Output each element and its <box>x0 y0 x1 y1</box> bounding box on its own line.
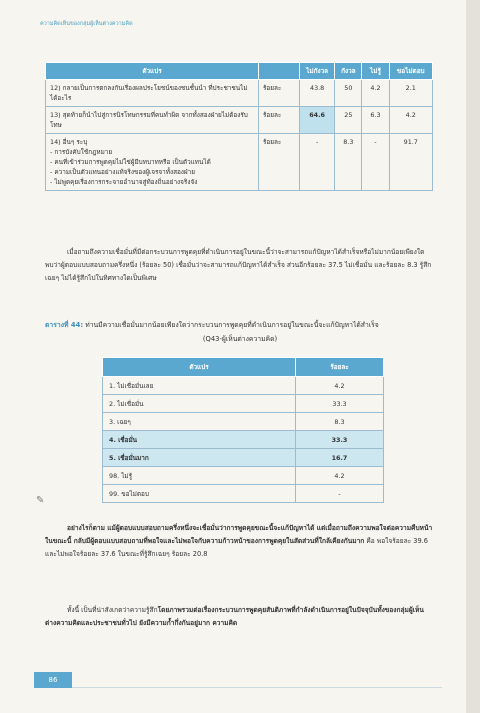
col-header-percent: ร้อยละ <box>296 358 384 377</box>
cell-unit: ร้อยละ <box>259 80 300 107</box>
survey-table-continued <box>45 62 433 191</box>
table-row <box>103 431 384 449</box>
cell-percent: 8.3 <box>296 413 384 431</box>
cell-percent: - <box>296 485 384 503</box>
col-header-worried: กังวล <box>335 63 362 80</box>
cell-label: 4. เชื่อมั่น <box>103 431 296 449</box>
col-header-no-answer: ขอไม่ตอบ <box>389 63 432 80</box>
cell-variable: 14) อื่นๆ ระบุ - การบังคับใช้กฎหมาย - คนที่เข้าร่วมการพูดคุยไม่ใช่ผู้มีบทบาทหรือ เป็นตัวแทนได้ - ความเป็นตัวแทนอย่างแท้จริงของผู้เจรจาทั้งสองฝ่าย - ไม่พูดคุยเรื่องการกระจายอำนาจสู่ท้องถิ่นอย่างจริงจัง <box>46 134 259 191</box>
col-header-variable: ตัวแปร <box>46 63 259 80</box>
cell-label: 1. ไม่เชื่อมั่นเลย <box>103 377 296 395</box>
cell-percent: 33.3 <box>296 395 384 413</box>
cell-label: 2. ไม่เชื่อมั่น <box>103 395 296 413</box>
table-row <box>103 413 384 431</box>
cell-not-worried: 43.8 <box>300 80 335 107</box>
paragraph-satisfaction <box>45 522 435 561</box>
cell-percent: 4.2 <box>296 377 384 395</box>
cell-no-answer: 4.2 <box>389 107 432 134</box>
table-row <box>103 377 384 395</box>
cell-no-answer: 91.7 <box>389 134 432 191</box>
cell-worried: 25 <box>335 107 362 134</box>
table-row <box>103 485 384 503</box>
confidence-table <box>102 357 384 503</box>
col-header-unknown: ไม่รู้ <box>362 63 389 80</box>
running-header: ความคิดเห็นของกลุ่มผู้เห็นต่างความคิด <box>40 21 133 27</box>
cell-variable: 13) สุดท้ายก็นำไปสู่การนิรโทษกรรมที่คนทำผิด จากทั้งสองฝ่ายไม่ต้องรับโทษ <box>46 107 259 134</box>
table-caption <box>45 318 435 346</box>
col-header-not-worried: ไม่กังวล <box>300 63 335 80</box>
cell-label: 99. ขอไม่ตอบ <box>103 485 296 503</box>
paragraph-observation-bold: โดยภาพรวมต่อเรื่องกระบวนการพูดคุยสันติภาพที่กำลังดำเนินการอยู่ในปัจจุบันทั้งของกลุ่มผู้เห็นต่างความคิดและประชาชนทั่วไป ยังมีความก้ำกึ่งกันอยู่มาก ความคิด <box>45 606 424 627</box>
cell-label: 5. เชื่อมั่นมาก <box>103 449 296 467</box>
page-edge <box>466 0 480 713</box>
table-row <box>46 134 433 191</box>
col-header-unit <box>259 63 300 80</box>
paragraph-satisfaction-bold: อย่างไรก็ตาม แม้ผู้ตอบแบบสอบถามครึ่งหนึ่งจะเชื่อมั่นว่าการพูดคุยขณะนี้จะแก้ปัญหาได้ แต่เมื่อถามถึงความพอใจต่อความคืบหน้าในขณะนี้ กลับมีผู้ตอบแบบสอบถามที่พอใจและไม่พอใจกับความก้าวหน้าของการพูดคุยในสัดส่วนที่ใกล้เคียงกันมาก <box>45 524 433 545</box>
page-number: 86 <box>34 672 72 688</box>
paragraph-observation <box>45 604 435 630</box>
cell-unknown: - <box>362 134 389 191</box>
caption-sub: (Q43-ผู้เห็นต่างความคิด) <box>202 335 278 343</box>
table-row <box>103 449 384 467</box>
caption-text: ท่านมีความเชื่อมั่นมากน้อยเพียงใดว่ากระบวนการพูดคุยที่ดำเนินการอยู่ในขณะนี้จะแก้ปัญหาได้สำเร็จ <box>85 321 379 329</box>
paragraph-satisfaction-rest: คือ พอใจร้อยละ 39.6 และไม่พอใจร้อยละ 37.6 ในขณะที่รู้สึกเฉยๆ ร้อยละ 20.8 <box>45 537 428 558</box>
cell-not-worried: 64.6 <box>300 107 335 134</box>
table-row <box>103 467 384 485</box>
cell-worried: 8.3 <box>335 134 362 191</box>
table-row <box>46 107 433 134</box>
margin-handwriting-mark: ✎ <box>36 495 45 506</box>
cell-unknown: 6.3 <box>362 107 389 134</box>
cell-percent: 16.7 <box>296 449 384 467</box>
caption-label: ตารางที่ 44: <box>45 321 84 329</box>
cell-unknown: 4.2 <box>362 80 389 107</box>
col-header-variable: ตัวแปร <box>103 358 296 377</box>
paragraph-observation-start: ทั้งนี้ เป็นที่น่าสังเกตว่าความรู้สึก <box>67 606 158 614</box>
cell-variable: 12) กลายเป็นการตกลงกันเรื่องผลประโยชน์ของชนชั้นนำ ที่ประชาชนไม่ได้อะไร <box>46 80 259 107</box>
cell-worried: 50 <box>335 80 362 107</box>
footer-rule <box>72 687 442 688</box>
cell-not-worried: - <box>300 134 335 191</box>
paragraph-confidence: เมื่อถามถึงความเชื่อมั่นที่มีต่อกระบวนการพูดคุยที่ดำเนินการอยู่ในขณะนี้ว่าจะสามารถแก้ปัญหาได้สำเร็จหรือไม่มากน้อยเพียงใด พบว่าผู้ตอบแบบสอบถามครึ่งหนึ่ง (ร้อยละ 50) เชื่อมั่นว่าจะสามารถแก้ปัญหาได้สำเร็จ ส่วนอีกร้อยละ 37.5 ไม่เชื่อมั่น และร้อยละ 8.3 รู้สึกเฉยๆ ไม่ได้รู้สึกไปในทิศทางใดเป็นพิเศษ <box>45 248 432 282</box>
cell-percent: 4.2 <box>296 467 384 485</box>
cell-no-answer: 2.1 <box>389 80 432 107</box>
cell-unit: ร้อยละ <box>259 107 300 134</box>
table-row <box>103 395 384 413</box>
cell-label: 98. ไม่รู้ <box>103 467 296 485</box>
cell-percent: 33.3 <box>296 431 384 449</box>
cell-unit: ร้อยละ <box>259 134 300 191</box>
table-row <box>46 80 433 107</box>
cell-label: 3. เฉยๆ <box>103 413 296 431</box>
